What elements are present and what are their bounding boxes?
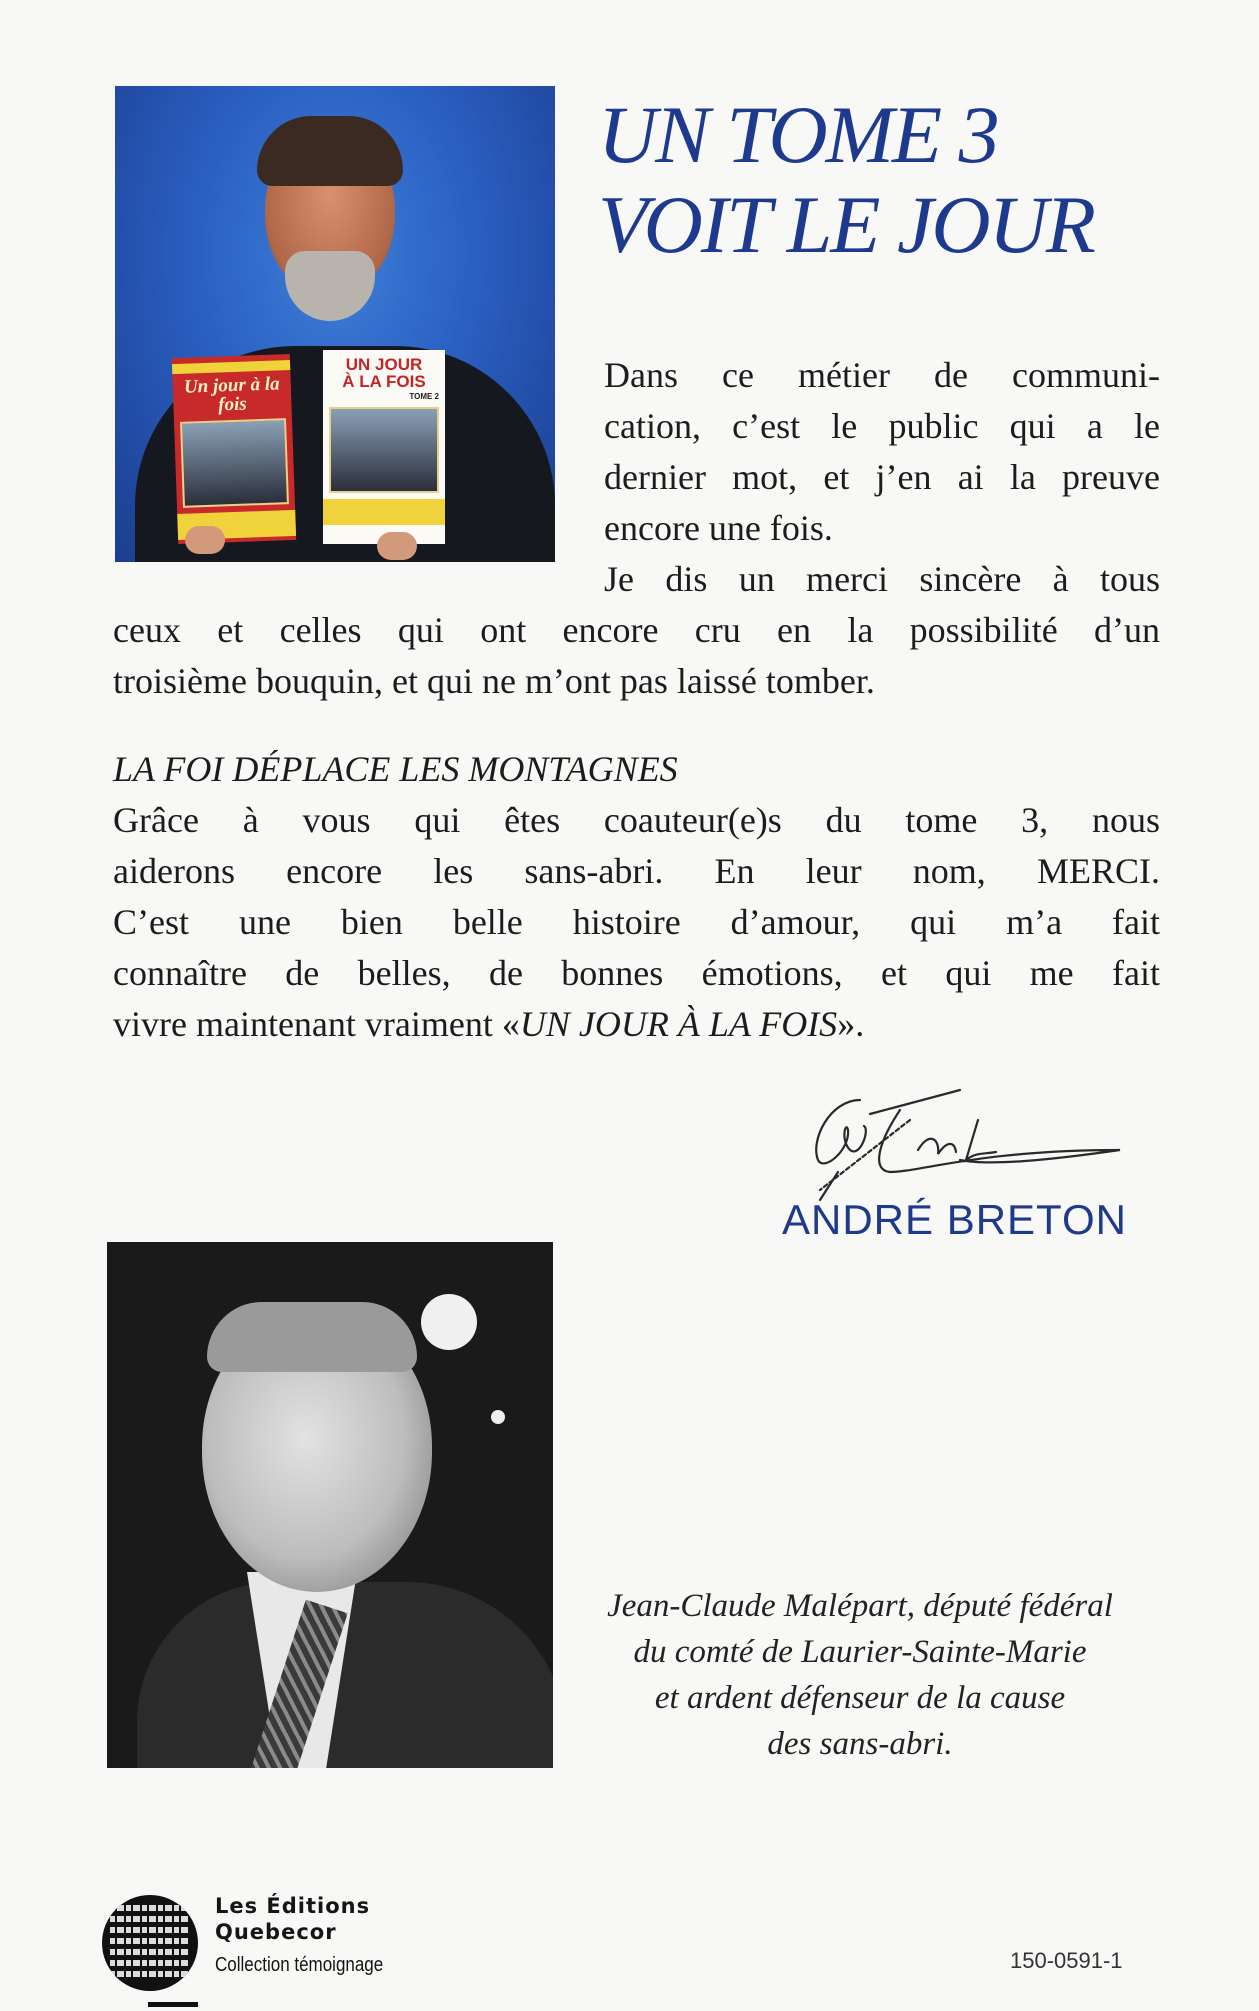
author-photo [115,86,555,562]
text-line [113,999,1160,1050]
intro-paragraph-right [604,350,1160,605]
publisher-name [215,1893,370,1945]
book-2-title-line-1: UN JOUR [345,355,423,374]
section-paragraph [113,795,1160,1050]
book-2-cover-photo [329,407,439,493]
isbn-number: 150-0591-1 [1010,1948,1123,1973]
intro-paragraph-full [113,605,1160,707]
book-2-title-line-2: À LA FOIS [342,372,426,391]
text-line: troisième bouquin, et qui ne m’ont pas laissé tomber. [113,661,875,701]
hand-left [185,526,225,554]
publisher-line-1: Les Éditions [215,1894,371,1918]
hair [257,116,403,186]
hand-right [377,532,417,560]
logo-underline [148,2002,198,2007]
title-line-1: UN TOME 3 [598,89,998,180]
caption-line: des sans-abri. [767,1726,953,1762]
signature-icon [790,1080,1160,1210]
section-heading: LA FOI DÉPLACE LES MONTAGNES [113,749,678,789]
text-line: dernier mot, et j’en ai la preuve [604,457,1160,497]
light-spot [491,1410,505,1424]
line-suffix: ». [837,1004,865,1044]
collection-name: Collection témoignage [215,1954,384,1976]
publisher-logo-icon [102,1895,198,1991]
text-line: connaître de belles, de bonnes émotions, et qui me fait [113,953,1160,993]
author-name: ANDRÉ BRETON [782,1196,1127,1243]
book-2-subtitle: TOME 2 [409,392,439,401]
page-title [598,90,1198,270]
caption-line: Jean-Claude Malépart, député fédéral [607,1588,1113,1624]
text-line: cation, c’est le public qui a le [604,406,1160,446]
photo-caption [560,1583,1160,1767]
book-volume-1 [172,354,296,544]
hair [207,1302,417,1372]
text-line: C’est une bien belle histoire d’amour, qui m’a fait [113,902,1160,942]
text-line: encore une fois. [604,508,833,548]
title-line-2: VOIT LE JOUR [598,179,1094,270]
text-line: ceux et celles qui ont encore cru en la possibilité d’un [113,610,1160,650]
text-line: aiderons encore les sans-abri. En leur nom, MERCI. [113,851,1160,891]
book-1-title: Un jour à la fois [183,373,280,416]
caption-line: et ardent défenseur de la cause [654,1680,1066,1716]
beard [285,251,375,321]
light-spot [421,1294,477,1350]
book-title-italic: UN JOUR À LA FOIS [519,1004,838,1044]
book-volume-2 [323,350,445,544]
text-line: Grâce à vous qui êtes coauteur(e)s du tome 3, nous [113,800,1160,840]
text-line: Je dis un merci sincère à tous [604,559,1160,599]
caption-line: du comté de Laurier-Sainte-Marie [633,1634,1087,1670]
publisher-line-2: Quebecor [215,1920,337,1944]
text-line: Dans ce métier de communi- [604,355,1160,395]
portrait-photo [107,1242,553,1768]
book-1-cover-photo [180,418,289,508]
line-prefix: vivre maintenant vraiment « [113,1004,520,1044]
